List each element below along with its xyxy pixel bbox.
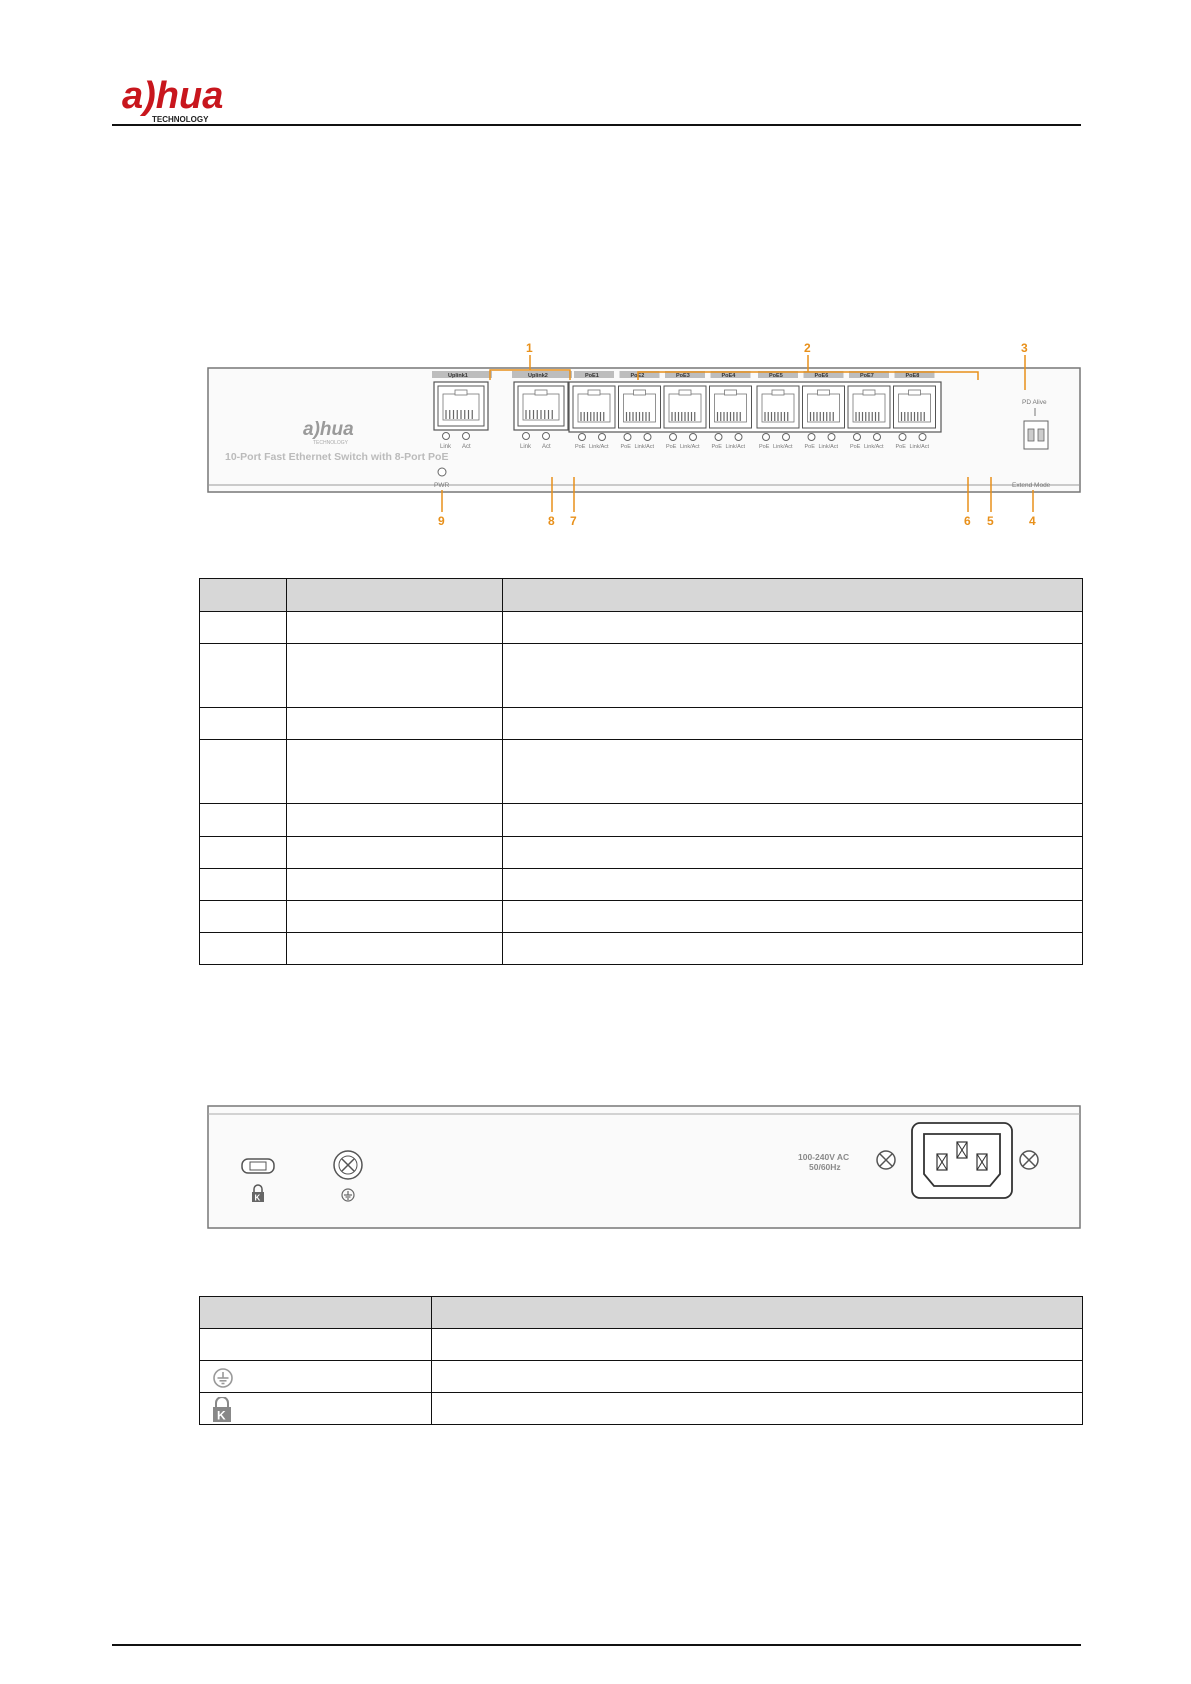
extend-mode-label: Extend Mode: [1012, 482, 1051, 489]
poe-port-label-4: PoE4: [721, 373, 736, 379]
callout-6: 6: [964, 514, 971, 528]
ground-screw: [334, 1151, 362, 1179]
poe-port-2[interactable]: [619, 386, 661, 428]
poe-linkact-led: [919, 434, 926, 441]
table-row: [200, 901, 1083, 933]
callout-9: 9: [438, 514, 445, 528]
callout-4: 4: [1029, 514, 1036, 528]
pd-alive-label: PD Alive: [1022, 399, 1047, 406]
poe-port-8[interactable]: [894, 386, 936, 428]
poe-port-7[interactable]: [848, 386, 890, 428]
poe-led: [624, 434, 631, 441]
poe-led: [899, 434, 906, 441]
poe-port-label-5: PoE5: [769, 373, 783, 379]
table-row: [200, 612, 1083, 644]
linkact-label: Link/Act: [634, 444, 655, 450]
poe-led: [854, 434, 861, 441]
callout-2: 2: [804, 341, 811, 355]
uplink-act-led: [463, 433, 470, 440]
callout-1: 1: [526, 341, 533, 355]
power-inlet-icon: [912, 1123, 1012, 1198]
callout-5: 5: [987, 514, 994, 528]
link-label: Link: [520, 444, 532, 450]
table-row: [200, 804, 1083, 837]
linkact-label: Link/Act: [589, 444, 609, 450]
poe-led: [670, 434, 677, 441]
link-label: Link: [440, 444, 452, 450]
uplink-link-led: [523, 433, 530, 440]
poe-led-label: PoE: [804, 444, 815, 450]
poe-linkact-led: [690, 434, 697, 441]
uplink-label-1: Uplink1: [448, 373, 468, 379]
poe-led-label: PoE: [575, 444, 586, 450]
table-row: [200, 740, 1083, 804]
poe-port-label-1: PoE1: [585, 373, 599, 379]
uplink-act-led: [543, 433, 550, 440]
linkact-label: Link/Act: [725, 444, 746, 450]
table-row: [200, 1329, 1083, 1361]
table-row: [200, 933, 1083, 965]
table-row: [200, 644, 1083, 708]
poe-port-4[interactable]: [710, 386, 752, 428]
poe-port-label-8: PoE8: [905, 373, 920, 379]
poe-linkact-led: [644, 434, 651, 441]
header-rule: [112, 124, 1081, 126]
poe-port-3[interactable]: [664, 386, 706, 428]
mode-dip-switch: [1024, 421, 1048, 449]
callout-8: 8: [548, 514, 555, 528]
front-panel-table: [199, 578, 1083, 965]
callout-3: 3: [1021, 341, 1028, 355]
poe-linkact-led: [599, 434, 606, 441]
footer-rule: [112, 1644, 1081, 1646]
linkact-label: Link/Act: [909, 444, 930, 450]
table-row: [200, 1393, 1083, 1425]
inlet-screw-left: [877, 1151, 895, 1169]
rear-panel-table: [199, 1296, 1083, 1425]
poe-led: [715, 434, 722, 441]
uplink-port-1[interactable]: [438, 386, 484, 426]
poe-linkact-led: [783, 434, 790, 441]
uplink-link-led: [443, 433, 450, 440]
linkact-label: Link/Act: [818, 444, 839, 450]
poe-port-label-2: PoE2: [630, 373, 645, 379]
act-label: Act: [462, 444, 471, 450]
pwr-led: [438, 468, 446, 476]
poe-linkact-led: [735, 434, 742, 441]
rear-panel-figure: [200, 1098, 1090, 1238]
logo-text: a)hua: [122, 75, 224, 117]
table-row: [200, 1361, 1083, 1393]
table-row: [200, 708, 1083, 740]
poe-led-label: PoE: [711, 444, 722, 450]
poe-led-label: PoE: [759, 444, 770, 450]
logo-subtext: TECHNOLOGY: [152, 115, 209, 124]
power-frequency: 50/60Hz: [809, 1162, 841, 1172]
front-panel-figure: [200, 340, 1090, 530]
power-rating: 100-240V AC: [798, 1152, 850, 1162]
table-row: [200, 869, 1083, 901]
kensington-slot: [242, 1159, 274, 1173]
poe-port-label-6: PoE6: [814, 373, 829, 379]
poe-led-label: PoE: [850, 444, 861, 450]
uplink-label-2: Uplink2: [528, 373, 548, 379]
linkact-label: Link/Act: [864, 444, 884, 450]
poe-port-5[interactable]: [757, 386, 799, 428]
poe-led-label: PoE: [895, 444, 906, 450]
device-brand-sub: TECHNOLOGY: [313, 440, 349, 446]
poe-port-6[interactable]: [803, 386, 845, 428]
poe-port-1[interactable]: [573, 386, 615, 428]
inlet-screw-right: [1020, 1151, 1038, 1169]
svg-text:K: K: [217, 1408, 226, 1423]
svg-text:K: K: [254, 1193, 261, 1203]
poe-led: [808, 434, 815, 441]
device-brand: a)hua: [303, 419, 354, 440]
kensington-lock-icon: [212, 1397, 232, 1423]
pwr-label: PWR: [434, 482, 450, 489]
poe-linkact-led: [828, 434, 835, 441]
poe-led: [579, 434, 586, 441]
callout-7: 7: [570, 514, 577, 528]
dahua-logo: [122, 70, 262, 125]
table-header-row: [200, 1297, 1083, 1329]
linkact-label: Link/Act: [680, 444, 700, 450]
poe-port-label-7: PoE7: [860, 373, 874, 379]
model-text: 10-Port Fast Ethernet Switch with 8-Port PoE: [225, 451, 449, 463]
linkact-label: Link/Act: [773, 444, 793, 450]
poe-led: [763, 434, 770, 441]
table-row: [200, 837, 1083, 869]
uplink-port-2[interactable]: [518, 386, 564, 426]
poe-led-label: PoE: [666, 444, 677, 450]
ground-icon: [212, 1367, 234, 1389]
poe-led-label: PoE: [620, 444, 631, 450]
act-label: Act: [542, 444, 551, 450]
poe-linkact-led: [874, 434, 881, 441]
poe-port-label-3: PoE3: [676, 373, 690, 379]
table-header-row: [200, 579, 1083, 612]
